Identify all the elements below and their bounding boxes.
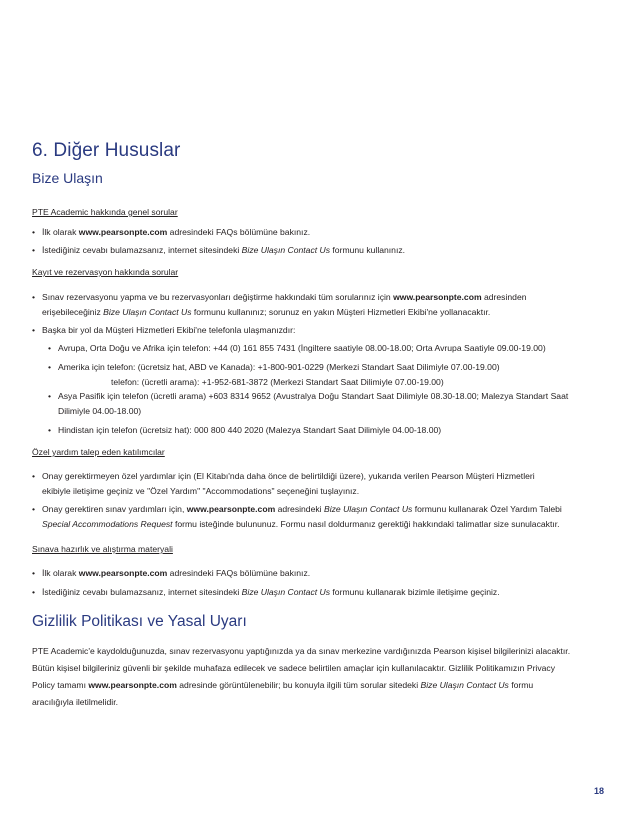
contact-form-name: Bize Ulaşın Contact Us — [241, 245, 331, 255]
section-heading: 6. Diğer Hususlar — [32, 140, 181, 161]
list-item: • Başka bir yol da Müşteri Hizmetleri Ekibi'ne telefonla ulaşmanızdır: — [32, 323, 592, 338]
bullet: • — [32, 504, 36, 514]
website-link[interactable]: www.pearsonpte.com — [393, 292, 482, 302]
preparation-title: Sınava hazırlık ve alıştırma materyali — [32, 544, 173, 554]
list-item: • İstediğiniz cevabı bulamazsanız, internet sitesindeki Bize Ulaşın Contact Us formunu kullanarak bizimle iletişime geçiniz. — [32, 585, 592, 600]
phone-item-europe: • Avrupa, Orta Doğu ve Afrika için telefon: +44 (0) 161 855 7431 (İngiltere saatiyle 08.00-18.00; Orta Avrupa Saatiyle 09.00-19.00) — [48, 341, 593, 356]
website-link[interactable]: www.pearsonpte.com — [78, 227, 168, 237]
special-assistance-title: Özel yardım talep eden katılımcılar — [32, 447, 165, 457]
bullet: • — [32, 471, 36, 481]
contact-form-name: Bize Ulaşın Contact Us — [420, 680, 509, 690]
bullet: • — [32, 292, 36, 302]
bullet: • — [32, 245, 36, 255]
privacy-paragraph: PTE Academic'e kaydolduğunuzda, sınav rezervasyonu yaptığınızda ya da sınav merkezine vardığınızda Pearson kişisel bilgilerinizi alacaktır. Bütün kişisel bilgileriniz güvenli bir şekilde muhafaza edilecek ve sadece belirtilen amaçlar için kullanılacaktır. Gizlilik Politikamızın Privacy Policy tamamı www.pearsonpte.com adresinde görüntülenebilir; bu konuyla ilgili tüm sorular sitedeki Bize Ulaşın Contact Us formu aracılığıyla iletilmelidir. — [32, 646, 571, 707]
list-item: • Sınav rezervasyonu yapma ve bu rezervasyonları değiştirme hakkındaki tüm sorularınız için www.pearsonpte.com adresinden erişebileceğiniz Bize Ulaşın Contact Us formunu kullanınız; sorunuz en yakın Müşteri Hizmetleri Ekibi'ne yollanacaktır. — [32, 292, 527, 317]
website-link[interactable]: www.pearsonpte.com — [186, 504, 276, 514]
contact-form-name: Bize Ulaşın Contact Us — [241, 587, 331, 597]
privacy-heading: Gizlilik Politikası ve Yasal Uyarı — [32, 613, 247, 630]
contact-form-name: Bize Ulaşın Contact Us — [323, 504, 413, 514]
bullet: • — [32, 227, 36, 237]
phone-item-america: • Amerika için telefon: (ücretsiz hat, ABD ve Kanada): +1-800-901-0229 (Merkezi Standart Saat Dilimiyle 07.00-19.00) telefon: (ücretli arama): +1-952-681-3872 (Merkezi Standart Saat Dilimiyle 07.00-19.00) — [48, 362, 500, 387]
list-item: • Onay gerektiren sınav yardımları için, www.pearsonpte.com adresindeki Bize Ulaşın Contact Us formunu kullanarak Özel Yardım Talebi Special Accommodations Request formu isteğinde bulununuz. Formu nasıl doldurmanız gerektiği hakkındaki talimatlar size sunulacaktır. — [32, 504, 562, 529]
phone-item-india: • Hindistan için telefon (ücretsiz hat): 000 800 440 2020 (Malezya Standart Saat Dilimiyle 04.00-18.00) — [48, 423, 593, 438]
bullet: • — [32, 587, 36, 597]
list-item: • İlk olarak www.pearsonpte.com adresindeki FAQs bölümüne bakınız. — [32, 566, 592, 581]
phone-item-asia-pacific: • Asya Pasifik için telefon (ücretli arama) +603 8314 9652 (Avustralya Doğu Standart Saat Dilimiyle 08.30-18.00; Malezya Standart Saat Dilimiyle 04.00-18.00) — [48, 391, 569, 416]
page-number: 18 — [594, 786, 605, 796]
bullet: • — [48, 362, 52, 372]
list-item: • İlk olarak www.pearsonpte.com adresindeki FAQs bölümüne bakınız. — [32, 225, 592, 240]
request-form-name: Special Accommodations Request — [42, 519, 173, 529]
website-link[interactable]: www.pearsonpte.com — [88, 680, 177, 690]
contact-form-name: Bize Ulaşın Contact Us — [103, 307, 192, 317]
website-link[interactable]: www.pearsonpte.com — [78, 568, 168, 578]
bullet: • — [48, 425, 52, 435]
bullet: • — [48, 343, 52, 353]
bullet: • — [32, 325, 36, 335]
list-item: • İstediğiniz cevabı bulamazsanız, internet sitesindeki Bize Ulaşın Contact Us formunu kullanınız. — [32, 243, 592, 258]
contact-heading: Bize Ulaşın — [32, 170, 103, 186]
booking-questions-title: Kayıt ve rezervasyon hakkında sorular — [32, 267, 179, 277]
bullet: • — [48, 391, 52, 401]
bullet: • — [32, 568, 36, 578]
general-questions-title: PTE Academic hakkında genel sorular — [32, 207, 178, 217]
list-item: • Onay gerektirmeyen özel yardımlar için (El Kitabı'nda daha önce de belirtildiği üzere), yukarıda verilen Pearson Müşteri Hizmetleri ekibiyle iletişime geçiniz ve "Özel Yardım" "Accommodations" seçeneğini tuşlayınız. — [32, 471, 535, 496]
